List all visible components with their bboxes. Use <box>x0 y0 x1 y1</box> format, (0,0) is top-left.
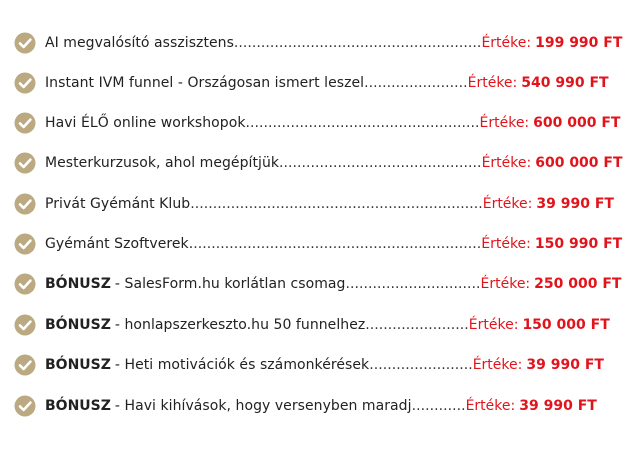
item-label: - honlapszerkeszto.hu 50 funnelhez <box>114 317 366 333</box>
item-label: Havi ÉLŐ online workshopok <box>45 115 246 131</box>
price-label: Értéke: <box>480 276 531 292</box>
bonus-tag: BÓNUSZ <box>45 276 111 292</box>
bonus-tag: BÓNUSZ <box>45 357 111 373</box>
price-value: 150 000 FT <box>522 317 610 333</box>
item-label: Instant IVM funnel - Országosan ismert leszel <box>45 75 365 91</box>
item-dots: .................................................... <box>245 115 480 131</box>
item-dots: ................................................................ <box>193 236 482 252</box>
item-dots: ....................... <box>364 75 468 91</box>
check-circle-icon <box>14 273 36 295</box>
check-circle-icon <box>14 193 36 215</box>
price-label: Értéke: <box>482 196 533 212</box>
item-label: - SalesForm.hu korlátlan csomag <box>114 276 346 292</box>
price-value: 600 000 FT <box>533 115 621 131</box>
check-circle-icon <box>14 395 36 417</box>
check-circle-icon <box>14 112 36 134</box>
price-label: Értéke: <box>465 398 516 414</box>
price-label: Értéke: <box>481 236 531 252</box>
price-label: Értéke: <box>468 317 519 333</box>
price-value: 540 990 FT <box>521 75 609 91</box>
price-value: 250 000 FT <box>534 276 622 292</box>
price-label: Értéke: <box>472 357 523 373</box>
item-label: Mesterkurzusok, ahol megépítjük <box>45 155 280 171</box>
check-circle-icon <box>14 72 36 94</box>
price-label: Értéke: <box>479 115 530 131</box>
item-dots: ................................................................. <box>190 196 483 212</box>
price-label: Értéke: <box>467 75 518 91</box>
check-circle-icon <box>14 314 36 336</box>
list-item <box>14 231 622 257</box>
check-circle-icon <box>14 233 36 255</box>
list-item <box>14 393 597 419</box>
item-dots: .............................. <box>345 276 481 292</box>
bonus-tag: BÓNUSZ <box>45 398 111 414</box>
list-item <box>14 191 614 217</box>
price-value: 39 990 FT <box>526 357 604 373</box>
check-circle-icon <box>14 354 36 376</box>
price-value: 39 990 FT <box>536 196 614 212</box>
list-item <box>14 150 623 176</box>
price-value: 150 990 FT <box>534 236 623 252</box>
item-label: Privát Gyémánt Klub <box>45 196 191 212</box>
check-circle-icon <box>14 152 36 174</box>
item-label: Gyémánt Szoftverek. <box>45 236 194 252</box>
list-item <box>14 312 610 338</box>
list-item <box>14 30 622 56</box>
item-dots: ....................................................... <box>233 35 482 51</box>
list-item <box>14 271 621 297</box>
item-label: - Havi kihívások, hogy versenyben maradj <box>114 398 412 414</box>
list-item <box>14 70 609 96</box>
item-dots: ............................................. <box>279 155 482 171</box>
item-dots: ............ <box>411 398 466 414</box>
price-label: Értéke: <box>481 35 532 51</box>
price-label: Értéke: <box>481 155 532 171</box>
price-value: 199 990 FT <box>535 35 623 51</box>
price-value: 39 990 FT <box>519 398 597 414</box>
item-dots: ....................... <box>369 357 473 373</box>
item-label: - Heti motivációk és számonkérések <box>114 357 370 373</box>
item-label: AI megvalósító asszisztens <box>45 35 234 51</box>
check-circle-icon <box>14 32 36 54</box>
item-dots: ....................... <box>365 317 469 333</box>
list-item <box>14 110 620 136</box>
price-value: 600 000 FT <box>535 155 623 171</box>
bonus-tag: BÓNUSZ <box>45 317 111 333</box>
list-item <box>14 352 604 378</box>
